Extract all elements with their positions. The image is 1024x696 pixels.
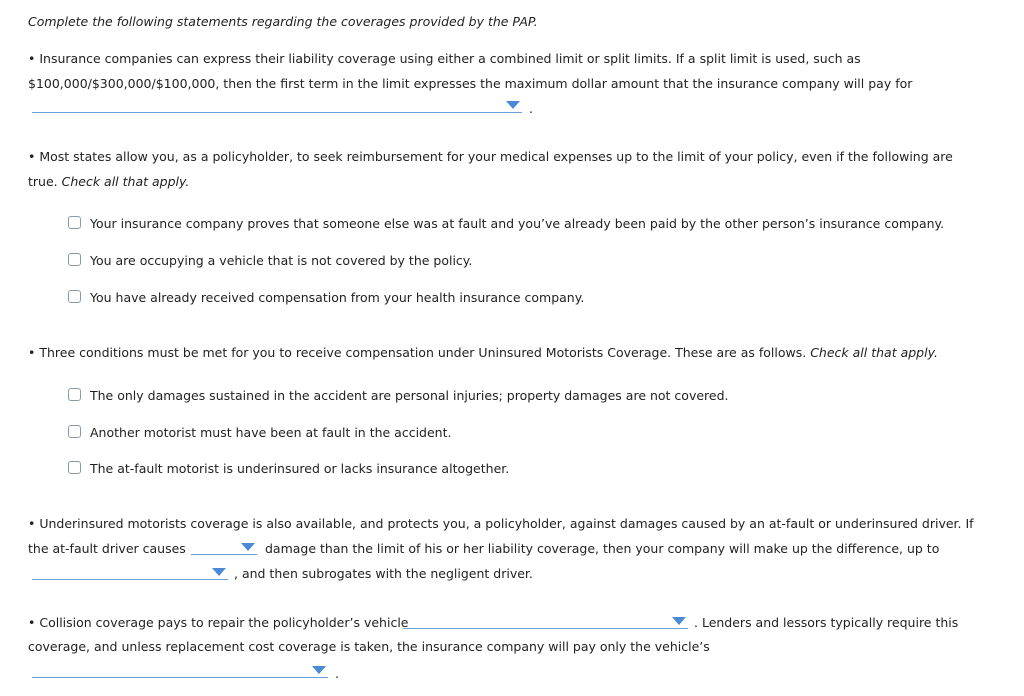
- q5-period: .: [335, 666, 339, 681]
- check-all-hint: Check all that apply.: [810, 345, 938, 360]
- q2-option-2-label[interactable]: You are occupying a vehicle that is not covered by the policy.: [90, 253, 473, 268]
- q2-option-2-checkbox[interactable]: [68, 253, 81, 266]
- q1-dropdown[interactable]: [32, 98, 522, 113]
- q3-option-2-checkbox[interactable]: [68, 425, 81, 438]
- q2-option-1-checkbox[interactable]: [68, 216, 81, 229]
- q3-text-line1: • Three conditions must be met for you to receive compensation under Uninsured Motorists Coverage. These are as follows. Check all that apply.: [28, 345, 938, 360]
- q4-dropdown-1[interactable]: [191, 540, 257, 555]
- q4-text-line2b: damage than the limit of his or her liability coverage, then your company will make up the difference, up to: [265, 541, 940, 556]
- chevron-down-icon: [312, 666, 326, 674]
- q3-option-3-label[interactable]: The at-fault motorist is underinsured or lacks insurance altogether.: [90, 461, 510, 476]
- chevron-down-icon: [212, 568, 226, 576]
- q2-option-3-checkbox[interactable]: [68, 290, 81, 303]
- q4-text-line2a: the at-fault driver causes: [28, 541, 186, 556]
- chevron-down-icon: [506, 101, 520, 109]
- q2-text-line2: true. Check all that apply.: [28, 174, 190, 189]
- q5-dropdown-1[interactable]: [403, 614, 688, 629]
- q5-text-line1a: • Collision coverage pays to repair the policyholder’s vehicle: [28, 615, 409, 630]
- chevron-down-icon: [672, 617, 686, 625]
- q2-option-3-label[interactable]: You have already received compensation from your health insurance company.: [90, 290, 585, 305]
- q5-text-line2: coverage, and unless replacement cost coverage is taken, the insurance company will pay only the vehicle’s: [28, 639, 710, 654]
- q4-dropdown-2[interactable]: [32, 565, 228, 580]
- q3-option-1-label[interactable]: The only damages sustained in the accident are personal injuries; property damages are not covered.: [90, 388, 729, 403]
- q3-option-3-checkbox[interactable]: [68, 461, 81, 474]
- check-all-hint: Check all that apply.: [61, 174, 190, 189]
- q2-option-1-label[interactable]: Your insurance company proves that someone else was at fault and you’ve already been paid by the other person’s insurance company.: [90, 216, 945, 231]
- q1-text-line2: $100,000/$300,000/$100,000, then the first term in the limit expresses the maximum dollar amount that the insurance company will pay for: [28, 76, 913, 91]
- q3-option-1-checkbox[interactable]: [68, 388, 81, 401]
- q5-dropdown-2[interactable]: [32, 663, 328, 678]
- q5-text-line1b: . Lenders and lessors typically require this: [694, 615, 959, 630]
- chevron-down-icon: [241, 543, 255, 551]
- q1-text-line1: • Insurance companies can express their liability coverage using either a combined limit or split limits. If a split limit is used, such as: [28, 51, 861, 66]
- q4-text-line3: , and then subrogates with the negligent driver.: [234, 566, 533, 581]
- q2-text-line1: • Most states allow you, as a policyholder, to seek reimbursement for your medical expenses up to the limit of your policy, even if the following are: [28, 149, 953, 164]
- q3-option-2-label[interactable]: Another motorist must have been at fault in the accident.: [90, 425, 452, 440]
- q4-text-line1: • Underinsured motorists coverage is also available, and protects you, a policyholder, against damages caused by an at-fault or underinsured driver. If: [28, 516, 974, 531]
- q1-period: .: [529, 101, 533, 116]
- instructions: Complete the following statements regarding the coverages provided by the PAP.: [28, 14, 538, 29]
